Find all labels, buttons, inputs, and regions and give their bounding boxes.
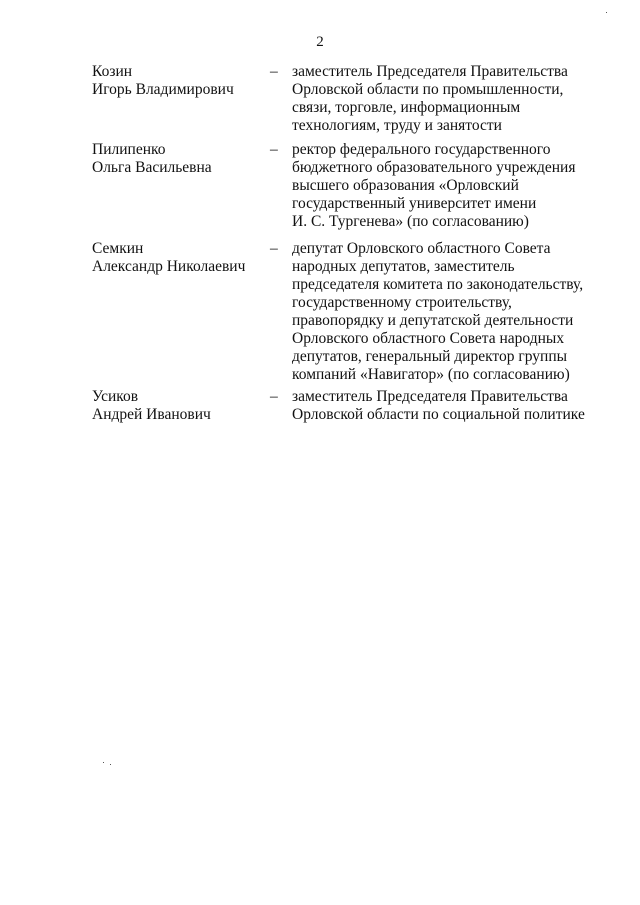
- position-line: Орловской области по социальной политике: [292, 406, 585, 423]
- position-line: технологиям, труду и занятости: [292, 117, 502, 134]
- position-line: заместитель Председателя Правительства: [292, 63, 568, 80]
- page-number: 2: [316, 34, 324, 50]
- position-line: правопорядку и депутатской деятельности: [292, 312, 574, 329]
- member-surname: Козин: [92, 63, 133, 80]
- member-given-name: Ольга Васильевна: [92, 159, 212, 176]
- scan-speck: [606, 12, 607, 13]
- member-name: [92, 240, 272, 276]
- member-given-name: Александр Николаевич: [92, 258, 246, 275]
- scan-speck: [110, 764, 111, 765]
- position-line: депутатов, генеральный директор группы: [292, 348, 568, 365]
- position-line: заместитель Председателя Правительства: [292, 388, 568, 405]
- member-surname: Усиков: [92, 388, 139, 405]
- member-position: [292, 388, 592, 424]
- position-line: государственный университет имени: [292, 195, 537, 212]
- separator-dash: –: [270, 141, 278, 158]
- position-line: Орловского областного Совета народных: [292, 330, 565, 347]
- position-line: Орловской области по промышленности,: [292, 81, 564, 98]
- separator-dash: –: [270, 63, 278, 80]
- separator-dash: –: [270, 388, 278, 405]
- position-line: бюджетного образовательного учреждения: [292, 159, 576, 176]
- position-line: И. С. Тургенева» (по согласованию): [292, 213, 529, 230]
- member-position: [292, 63, 592, 135]
- member-name: [92, 388, 272, 424]
- position-line: председателя комитета по законодательству,: [292, 276, 584, 293]
- scan-speck: [103, 762, 104, 763]
- member-position: [292, 240, 592, 384]
- position-line: связи, торговле, информационным: [292, 99, 521, 116]
- member-position: [292, 141, 592, 231]
- position-line: народных депутатов, заместитель: [292, 258, 515, 275]
- member-surname: Семкин: [92, 240, 144, 257]
- position-line: высшего образования «Орловский: [292, 177, 519, 194]
- position-line: депутат Орловского областного Совета: [292, 240, 551, 257]
- position-line: государственному строительству,: [292, 294, 512, 311]
- position-line: ректор федерального государственного: [292, 141, 551, 158]
- member-surname: Пилипенко: [92, 141, 166, 158]
- member-given-name: Игорь Владимирович: [92, 81, 234, 98]
- member-given-name: Андрей Иванович: [92, 406, 211, 423]
- separator-dash: –: [270, 240, 278, 257]
- member-name: [92, 141, 272, 177]
- member-name: [92, 63, 272, 99]
- position-line: компаний «Навигатор» (по согласованию): [292, 366, 570, 383]
